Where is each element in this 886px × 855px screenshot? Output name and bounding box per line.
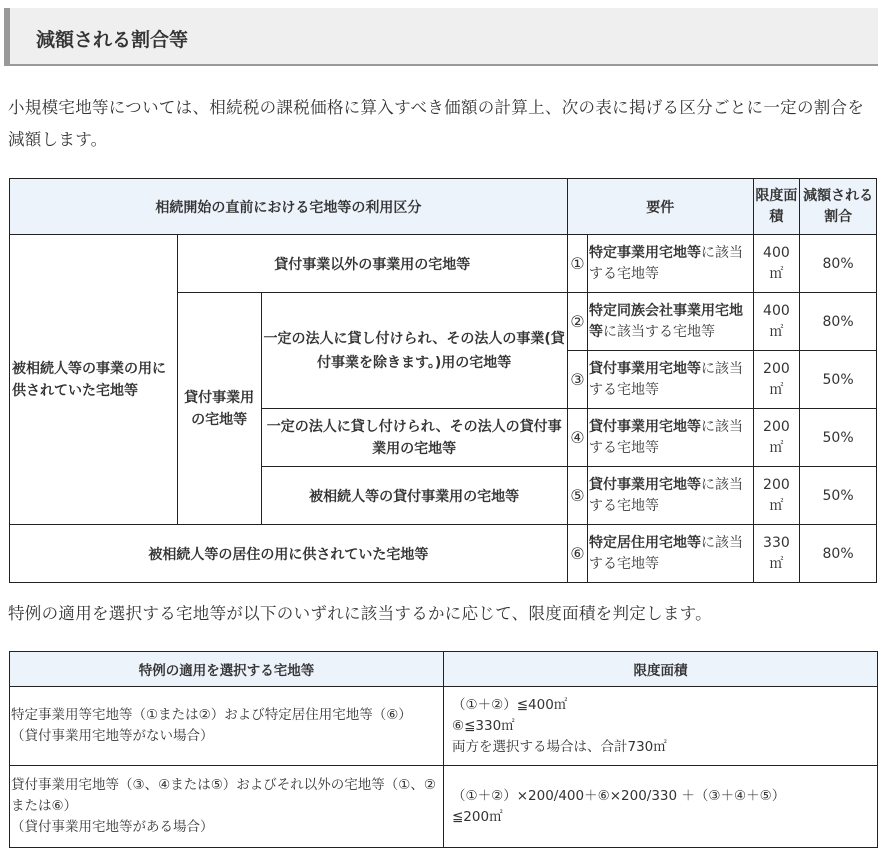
row-num: ⑤ bbox=[567, 467, 587, 525]
limit-area-note: 特例の適用を選択する宅地等が以下のいずれに該当するかに応じて、限度面積を判定します。 bbox=[8, 604, 712, 623]
row-num: ② bbox=[567, 293, 587, 351]
group-lending-land: 貸付事業用の宅地等 bbox=[177, 293, 261, 525]
limit-area-cell: 200 ㎡ bbox=[753, 351, 799, 409]
header-reduction-rate: 減額される割合 bbox=[800, 179, 877, 235]
row-num: ① bbox=[567, 235, 587, 293]
reduction-rate-cell: 50% bbox=[800, 351, 877, 409]
header-limit-area: 限度面積 bbox=[444, 652, 878, 687]
row-label-own-lending: 被相続人等の貸付事業用の宅地等 bbox=[261, 467, 567, 525]
requirement-cell: 特定同族会社事業用宅地等に該当する宅地等 bbox=[587, 293, 753, 351]
requirement-cell: 特定居住用宅地等に該当する宅地等 bbox=[587, 525, 753, 583]
header-selected-land: 特例の適用を選択する宅地等 bbox=[10, 652, 444, 687]
row-num: ⑥ bbox=[567, 525, 587, 583]
reduction-rate-cell: 50% bbox=[800, 409, 877, 467]
intro-paragraph: 小規模宅地等については、相続税の課税価格に算入すべき価額の計算上、次の表に掲げる区分ごとに一定の割合を減額します。 bbox=[8, 98, 865, 149]
reduction-rate-cell: 80% bbox=[800, 235, 877, 293]
row-num: ④ bbox=[567, 409, 587, 467]
row-label-corp-lending: 一定の法人に貸し付けられ、その法人の貸付事業用の宅地等 bbox=[261, 409, 567, 467]
land-cell-no-lending: 特定事業用等宅地等（①または②）および特定居住用宅地等（⑥） （貸付事業用宅地等がない場合） bbox=[10, 687, 444, 766]
group-business-use: 被相続人等の事業の用に供されていた宅地等 bbox=[10, 235, 178, 525]
reduction-rate-cell: 50% bbox=[800, 467, 877, 525]
section-heading bbox=[4, 8, 878, 66]
reduction-rate-cell: 80% bbox=[800, 525, 877, 583]
limit-cell-with-lending: （①＋②）×200/400＋⑥×200/330 ＋（③＋④＋⑤） ≦200㎡ bbox=[444, 766, 878, 848]
header-requirement: 要件 bbox=[567, 179, 753, 235]
limit-area-cell: 330 ㎡ bbox=[753, 525, 799, 583]
reduction-rate-table bbox=[9, 178, 877, 583]
row-num: ③ bbox=[567, 351, 587, 409]
reduction-rate-cell: 80% bbox=[800, 293, 877, 351]
requirement-cell: 貸付事業用宅地等に該当する宅地等 bbox=[587, 409, 753, 467]
limit-area-cell: 200 ㎡ bbox=[753, 467, 799, 525]
land-cell-with-lending: 貸付事業用宅地等（③、④または⑤）およびそれ以外の宅地等（①、②または⑥） （貸付事業用宅地等がある場合） bbox=[10, 766, 444, 848]
limit-area-cell: 200 ㎡ bbox=[753, 409, 799, 467]
header-use-category: 相続開始の直前における宅地等の利用区分 bbox=[10, 179, 568, 235]
header-limit-area: 限度面積 bbox=[753, 179, 799, 235]
row-label-residence: 被相続人等の居住の用に供されていた宅地等 bbox=[10, 525, 568, 583]
requirement-cell: 貸付事業用宅地等に該当する宅地等 bbox=[587, 467, 753, 525]
row-label-non-lending: 貸付事業以外の事業用の宅地等 bbox=[177, 235, 567, 293]
requirement-cell: 特定事業用宅地等に該当する宅地等 bbox=[587, 235, 753, 293]
limit-area-table bbox=[9, 651, 878, 848]
section-title: 減額される割合等 bbox=[36, 29, 189, 51]
limit-area-cell: 400 ㎡ bbox=[753, 293, 799, 351]
limit-area-cell: 400 ㎡ bbox=[753, 235, 799, 293]
limit-cell-no-lending: （①＋②）≦400㎡ ⑥≦330㎡ 両方を選択する場合は、合計730㎡ bbox=[444, 687, 878, 766]
row-label-corp-business: 一定の法人に貸し付けられ、その法人の事業(貸付事業を除きます。)用の宅地等 bbox=[261, 293, 567, 409]
requirement-cell: 貸付事業用宅地等に該当する宅地等 bbox=[587, 351, 753, 409]
